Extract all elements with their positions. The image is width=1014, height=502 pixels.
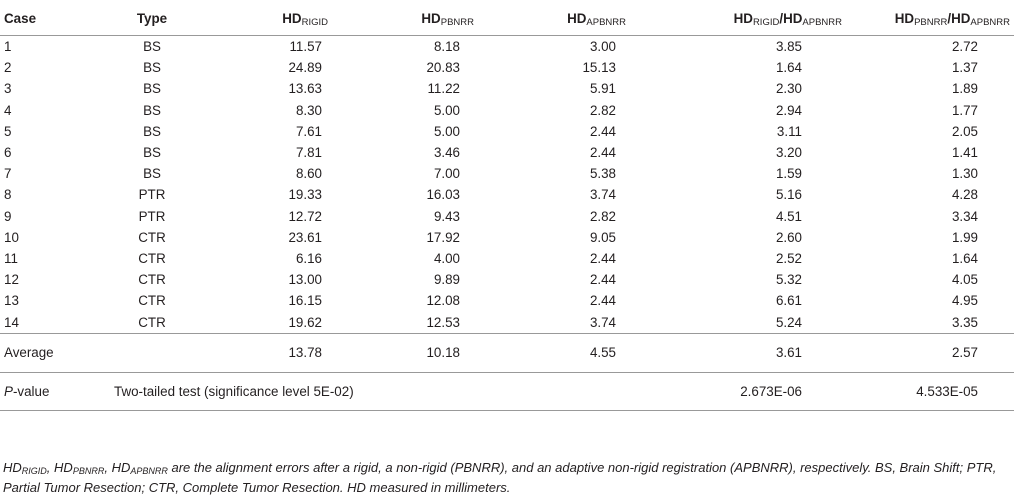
cell-ratio-pbnrr: 3.34 bbox=[951, 208, 978, 224]
table-row bbox=[0, 78, 1014, 99]
cell-hd-apbnrr: 5.91 bbox=[589, 81, 616, 97]
average-ratio-pbnrr: 2.57 bbox=[862, 333, 1014, 372]
cell-ratio-rigid: 3.11 bbox=[776, 123, 802, 139]
cell-hd-rigid: 13.63 bbox=[288, 81, 322, 97]
cell-type: PTR bbox=[138, 187, 166, 203]
cell-hd-apbnrr: 5.38 bbox=[589, 166, 616, 182]
cell-hd-rigid: 6.16 bbox=[295, 250, 322, 266]
cell-hd-pbnrr: 7.00 bbox=[433, 166, 460, 182]
average-pbnrr: 10.18 bbox=[334, 333, 480, 372]
header-case: Case bbox=[0, 2, 114, 36]
table-row bbox=[0, 290, 1014, 311]
cell-type: CTR bbox=[138, 272, 166, 288]
cell-hd-pbnrr: 20.83 bbox=[426, 60, 460, 76]
cell-hd-apbnrr: 2.44 bbox=[589, 123, 616, 139]
cell-ratio-pbnrr: 1.37 bbox=[951, 60, 978, 76]
table-row bbox=[0, 227, 1014, 248]
cell-hd-pbnrr: 4.00 bbox=[433, 250, 460, 266]
cell-hd-rigid: 7.81 bbox=[295, 145, 322, 161]
cell-type: BS bbox=[143, 123, 161, 139]
cell-hd-pbnrr: 17.92 bbox=[426, 229, 460, 245]
cell-case: 10 bbox=[4, 229, 19, 245]
cell-hd-rigid: 19.33 bbox=[288, 187, 322, 203]
cell-hd-rigid: 23.61 bbox=[288, 229, 322, 245]
cell-hd-apbnrr: 2.44 bbox=[589, 272, 616, 288]
header-hd-rigid: $HD_{RIGID}$ bbox=[190, 2, 334, 36]
cell-ratio-rigid: 2.30 bbox=[775, 81, 802, 97]
cell-case: 4 bbox=[4, 102, 12, 118]
pvalue-label: P-value bbox=[0, 372, 114, 410]
cell-ratio-pbnrr: 1.99 bbox=[951, 229, 978, 245]
cell-hd-pbnrr: 9.89 bbox=[433, 272, 460, 288]
cell-type: CTR bbox=[138, 250, 166, 266]
cell-ratio-rigid: 3.85 bbox=[775, 39, 802, 55]
cell-case: 12 bbox=[4, 272, 19, 288]
cell-ratio-rigid: 4.51 bbox=[775, 208, 802, 224]
average-label: Average bbox=[0, 333, 114, 372]
table-row bbox=[0, 100, 1014, 121]
cell-ratio-pbnrr: 4.95 bbox=[951, 293, 978, 309]
table-row bbox=[0, 142, 1014, 163]
cell-case: 8 bbox=[4, 187, 12, 203]
cell-case: 6 bbox=[4, 145, 12, 161]
cell-case: 13 bbox=[4, 293, 19, 309]
table-body bbox=[0, 36, 1014, 334]
table-row bbox=[0, 184, 1014, 205]
cell-hd-apbnrr: 2.82 bbox=[589, 102, 616, 118]
cell-ratio-pbnrr: 4.05 bbox=[951, 272, 978, 288]
cell-type: PTR bbox=[138, 208, 166, 224]
cell-ratio-rigid: 2.60 bbox=[775, 229, 802, 245]
cell-case: 7 bbox=[4, 166, 12, 182]
cell-ratio-rigid: 1.64 bbox=[775, 60, 802, 76]
cell-ratio-pbnrr: 3.35 bbox=[951, 314, 978, 330]
average-rigid: 13.78 bbox=[190, 333, 334, 372]
cell-ratio-pbnrr: 1.89 bbox=[951, 81, 978, 97]
cell-case: 2 bbox=[4, 60, 12, 76]
cell-hd-apbnrr: 3.74 bbox=[589, 314, 616, 330]
results-table bbox=[0, 2, 1014, 411]
cell-ratio-pbnrr: 1.41 bbox=[951, 145, 978, 161]
cell-hd-apbnrr: 2.44 bbox=[589, 293, 616, 309]
header-row bbox=[0, 2, 1014, 36]
table-row bbox=[0, 269, 1014, 290]
cell-hd-apbnrr: 2.82 bbox=[589, 208, 616, 224]
cell-type: BS bbox=[143, 81, 161, 97]
header-ratio-pbnrr: $HD_{PBNRR}/HD_{APBNRR}$ bbox=[862, 2, 1014, 36]
cell-type: CTR bbox=[138, 293, 166, 309]
cell-hd-rigid: 7.61 bbox=[295, 123, 322, 139]
cell-hd-apbnrr: 3.74 bbox=[589, 187, 616, 203]
table-footnote: $HD_{RIGID}$, $HD_{PBNRR}$, $HD_{APBNRR}$ are the alignment errors after a rigid, a non-rigid (PBNRR), and an adaptive non-rigid registration (APBNRR), respectively. BS, Brain Shift; PTR, Partial Tumor Resection; CTR, Complete Tumor Resection. HD measured in millimeters. bbox=[3, 460, 997, 495]
header-ratio-rigid: $HD_{RIGID}/HD_{APBNRR}$ bbox=[628, 2, 862, 36]
cell-ratio-rigid: 1.59 bbox=[775, 166, 802, 182]
table-row bbox=[0, 121, 1014, 142]
cell-hd-rigid: 19.62 bbox=[288, 314, 322, 330]
pvalue-test-description: Two-tailed test (significance level 5E-02) bbox=[114, 372, 480, 410]
table-row bbox=[0, 311, 1014, 333]
cell-hd-rigid: 11.57 bbox=[289, 39, 322, 55]
cell-hd-pbnrr: 12.53 bbox=[426, 314, 460, 330]
cell-ratio-rigid: 5.32 bbox=[775, 272, 802, 288]
table-row bbox=[0, 36, 1014, 58]
table-row bbox=[0, 57, 1014, 78]
average-apbnrr: 4.55 bbox=[480, 333, 628, 372]
cell-type: CTR bbox=[138, 229, 166, 245]
cell-ratio-rigid: 2.52 bbox=[775, 250, 802, 266]
cell-case: 11 bbox=[4, 250, 18, 266]
pvalue-ratio-rigid: 2.673E-06 bbox=[628, 372, 862, 410]
cell-hd-apbnrr: 15.13 bbox=[582, 60, 616, 76]
cell-ratio-pbnrr: 1.64 bbox=[951, 250, 978, 266]
table-row bbox=[0, 163, 1014, 184]
cell-ratio-rigid: 2.94 bbox=[775, 102, 802, 118]
cell-hd-apbnrr: 2.44 bbox=[589, 250, 616, 266]
cell-hd-pbnrr: 12.08 bbox=[426, 293, 460, 309]
header-hd-pbnrr: $HD_{PBNRR}$ bbox=[334, 2, 480, 36]
cell-hd-rigid: 13.00 bbox=[288, 272, 322, 288]
cell-hd-rigid: 8.60 bbox=[295, 166, 322, 182]
cell-type: BS bbox=[143, 39, 161, 55]
cell-ratio-pbnrr: 2.72 bbox=[951, 39, 978, 55]
cell-case: 5 bbox=[4, 123, 12, 139]
header-type: Type bbox=[114, 2, 190, 36]
cell-hd-pbnrr: 16.03 bbox=[426, 187, 460, 203]
cell-case: 14 bbox=[4, 314, 19, 330]
cell-ratio-rigid: 3.20 bbox=[775, 145, 802, 161]
cell-hd-pbnrr: 5.00 bbox=[433, 102, 460, 118]
cell-ratio-rigid: 5.16 bbox=[775, 187, 802, 203]
cell-ratio-rigid: 6.61 bbox=[775, 293, 802, 309]
cell-type: BS bbox=[143, 145, 161, 161]
cell-type: BS bbox=[143, 102, 161, 118]
cell-ratio-pbnrr: 2.05 bbox=[951, 123, 978, 139]
cell-hd-pbnrr: 5.00 bbox=[433, 123, 460, 139]
cell-hd-pbnrr: 11.22 bbox=[427, 81, 460, 97]
header-hd-apbnrr: $HD_{APBNRR}$ bbox=[480, 2, 628, 36]
average-ratio-rigid: 3.61 bbox=[628, 333, 862, 372]
cell-hd-pbnrr: 3.46 bbox=[433, 145, 460, 161]
average-row bbox=[0, 333, 1014, 372]
table-row bbox=[0, 248, 1014, 269]
cell-case: 1 bbox=[4, 39, 12, 55]
pvalue-row bbox=[0, 372, 1014, 410]
cell-hd-apbnrr: 2.44 bbox=[589, 145, 616, 161]
cell-hd-rigid: 24.89 bbox=[288, 60, 322, 76]
cell-ratio-pbnrr: 1.30 bbox=[951, 166, 978, 182]
cell-ratio-rigid: 5.24 bbox=[775, 314, 802, 330]
cell-ratio-pbnrr: 4.28 bbox=[951, 187, 978, 203]
table-row bbox=[0, 206, 1014, 227]
cell-type: BS bbox=[143, 60, 161, 76]
cell-type: BS bbox=[143, 166, 161, 182]
cell-hd-pbnrr: 8.18 bbox=[433, 39, 460, 55]
cell-case: 3 bbox=[4, 81, 12, 97]
cell-hd-rigid: 16.15 bbox=[288, 293, 322, 309]
cell-hd-pbnrr: 9.43 bbox=[433, 208, 460, 224]
pvalue-ratio-pbnrr: 4.533E-05 bbox=[862, 372, 1014, 410]
cell-ratio-pbnrr: 1.77 bbox=[951, 102, 978, 118]
cell-hd-apbnrr: 3.00 bbox=[589, 39, 616, 55]
cell-hd-apbnrr: 9.05 bbox=[589, 229, 616, 245]
cell-hd-rigid: 8.30 bbox=[295, 102, 322, 118]
cell-case: 9 bbox=[4, 208, 12, 224]
cell-type: CTR bbox=[138, 314, 166, 330]
cell-hd-rigid: 12.72 bbox=[288, 208, 322, 224]
